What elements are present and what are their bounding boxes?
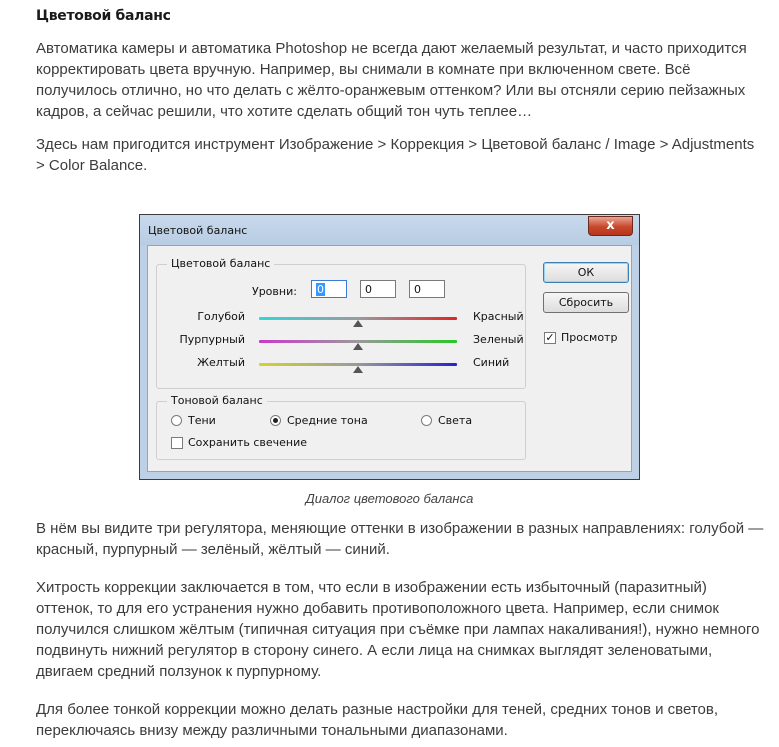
paragraph-tool-path: Здесь нам пригодится инструмент Изображение > Коррекция > Цветовой баланс / Image > Adjustments > Color Balance. <box>36 136 755 174</box>
color-balance-group <box>156 257 526 389</box>
paragraph-intro: Автоматика камеры и автоматика Photoshop не всегда дают желаемый результат, и часто приходится корректировать цвета вручную. Например, вы снимали в комнате при включенном свете. Всё получилось отлично, но что делать с жёлто-оранжевым оттенком? Или вы отсняли серию пейзажных кадров, а сейчас решили, что хотите сделать общий тон чуть теплее… <box>36 40 747 120</box>
color-balance-dialog <box>139 214 640 480</box>
preserve-luminosity-checkbox[interactable] <box>171 437 183 449</box>
slider-blue-label: Синий <box>473 356 510 369</box>
article-heading: Цветовой баланс <box>36 8 171 24</box>
reset-button[interactable]: Сбросить <box>543 292 629 313</box>
preserve-luminosity-label[interactable]: Сохранить свечение <box>188 436 308 449</box>
slider-green-label: Зеленый <box>473 333 524 346</box>
radio-highlights-label[interactable]: Света <box>438 414 473 427</box>
preview-checkbox[interactable]: ✓ <box>545 331 555 344</box>
paragraph-fine-tuning: Для более тонкой коррекции можно делать разные настройки для теней, средних тонов и светов, переключаясь внизу между различными тональными диапазонами. <box>36 701 718 739</box>
level-input-1[interactable]: 0 <box>311 280 347 298</box>
slider-red-label: Красный <box>473 310 524 323</box>
paragraph-three-sliders: В нём вы видите три регулятора, меняющие оттенки в изображении в разных направлениях: голубой — красный, пурпурный — зелёный, жёлтый — синий. <box>36 520 764 558</box>
level-input-3[interactable]: 0 <box>409 280 445 298</box>
tone-balance-group <box>156 394 526 460</box>
cyan-red-slider-thumb[interactable] <box>353 320 363 327</box>
figure-caption: Диалог цветового баланса <box>305 491 474 506</box>
paragraph-trick: Хитрость коррекции заключается в том, что если в изображении есть избыточный (паразитный) оттенок, то для его устранения нужно добавить противоположного цвета. Например, если снимок получился слишком жёлтым (типичная ситуация при съёмке при лампах накаливания!), нужно немного подвинуть нижний регулятор в сторону синего. А если лица на снимках выглядят зеленоватыми, двигаем средний ползунок к пурпурному. <box>36 579 760 680</box>
slider-cyan-label: Голубой <box>197 310 245 323</box>
radio-midtones-label[interactable]: Средние тона <box>287 414 368 427</box>
levels-label: Уровни: <box>252 285 297 298</box>
dialog-client-area <box>147 245 632 472</box>
preview-label[interactable]: Просмотр <box>561 331 618 344</box>
radio-shadows-label[interactable]: Тени <box>188 414 216 427</box>
ok-button[interactable]: ОК <box>543 262 629 283</box>
level-input-2[interactable]: 0 <box>360 280 396 298</box>
dialog-titlebar[interactable] <box>140 215 639 245</box>
slider-yellow-label: Желтый <box>197 356 245 369</box>
radio-shadows[interactable] <box>171 415 182 426</box>
yellow-blue-slider-thumb[interactable] <box>353 366 363 373</box>
magenta-green-slider-thumb[interactable] <box>353 343 363 350</box>
radio-highlights[interactable] <box>421 415 432 426</box>
dialog-title: Цветовой баланс <box>148 224 248 237</box>
tone-balance-legend: Тоновой баланс <box>167 394 267 407</box>
close-button[interactable]: x <box>588 216 633 236</box>
radio-midtones[interactable] <box>270 415 281 426</box>
color-balance-legend: Цветовой баланс <box>167 257 274 270</box>
slider-magenta-label: Пурпурный <box>179 333 245 346</box>
